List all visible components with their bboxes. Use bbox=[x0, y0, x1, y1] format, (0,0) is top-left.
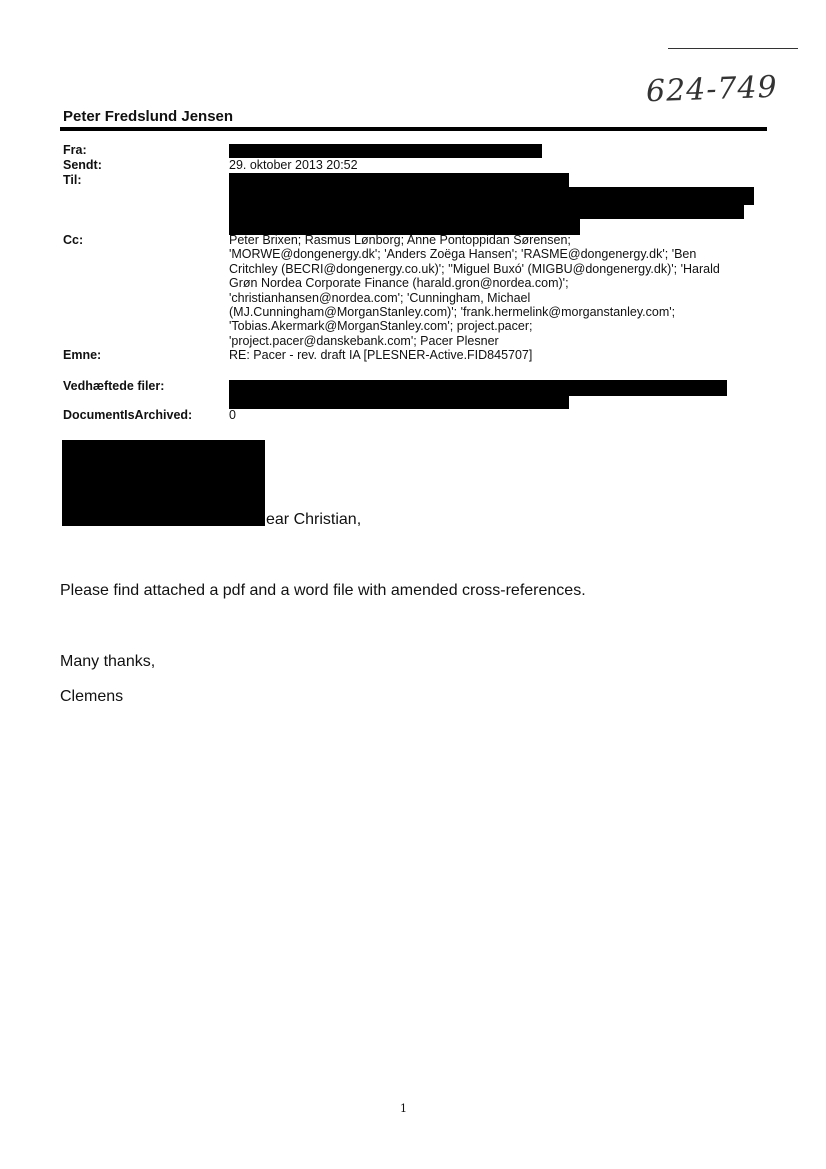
handwritten-page-range: 624-749 bbox=[645, 69, 779, 110]
greeting: ear Christian, bbox=[266, 511, 362, 528]
attachments-redaction-2 bbox=[229, 394, 569, 409]
message-body: Please find attached a pdf and a word file with amended cross-references. bbox=[60, 582, 586, 599]
cc-line: 'project.pacer@danskebank.com'; Pacer Plesner bbox=[229, 333, 499, 348]
to-label: Til: bbox=[63, 173, 82, 187]
closing: Many thanks, bbox=[60, 653, 156, 670]
attachments-label: Vedhæftede filer: bbox=[63, 379, 165, 393]
archived-value: 0 bbox=[229, 408, 236, 422]
subject-text: RE: Pacer - rev. draft IA [PLESNER-Active.FID845707] bbox=[229, 348, 533, 362]
from-redaction bbox=[229, 144, 542, 158]
cc-line: 'MORWE@dongenergy.dk'; 'Anders Zoëga Hansen'; 'RASME@dongenergy.dk'; 'Ben bbox=[229, 247, 697, 262]
cc-label: Cc: bbox=[63, 233, 84, 247]
cc-line: 'christianhansen@nordea.com'; 'Cunningham, Michael bbox=[229, 290, 531, 305]
mailbox-owner-name: Peter Fredslund Jensen bbox=[63, 108, 234, 125]
scan-top-line bbox=[668, 48, 798, 49]
cc-line: Critchley (BECRI@dongenergy.co.uk)'; ''Miguel Buxó' (MIGBU@dongenergy.dk)'; 'Harald bbox=[229, 261, 720, 276]
header-rule bbox=[60, 127, 767, 131]
sent-date: 29. oktober 2013 20:52 bbox=[229, 158, 358, 172]
cc-line: Peter Brixen; Rasmus Lønborg; Anne Pontoppidan Sørensen; bbox=[229, 233, 571, 247]
page-number: 1 bbox=[400, 1102, 407, 1115]
subject-label: Emne: bbox=[63, 348, 102, 362]
salutation-redaction bbox=[62, 440, 265, 526]
cc-list bbox=[229, 233, 769, 348]
archived-label: DocumentIsArchived: bbox=[63, 408, 193, 422]
sent-label: Sendt: bbox=[63, 158, 102, 172]
cc-line: 'Tobias.Akermark@MorganStanley.com'; project.pacer; bbox=[229, 319, 533, 334]
signature: Clemens bbox=[60, 688, 124, 705]
cc-line: Grøn Nordea Corporate Finance (harald.gron@nordea.com)'; bbox=[229, 276, 569, 291]
from-label: Fra: bbox=[63, 143, 87, 157]
cc-line: (MJ.Cunningham@MorganStanley.com)'; 'frank.hermelink@morganstanley.com'; bbox=[229, 305, 676, 320]
